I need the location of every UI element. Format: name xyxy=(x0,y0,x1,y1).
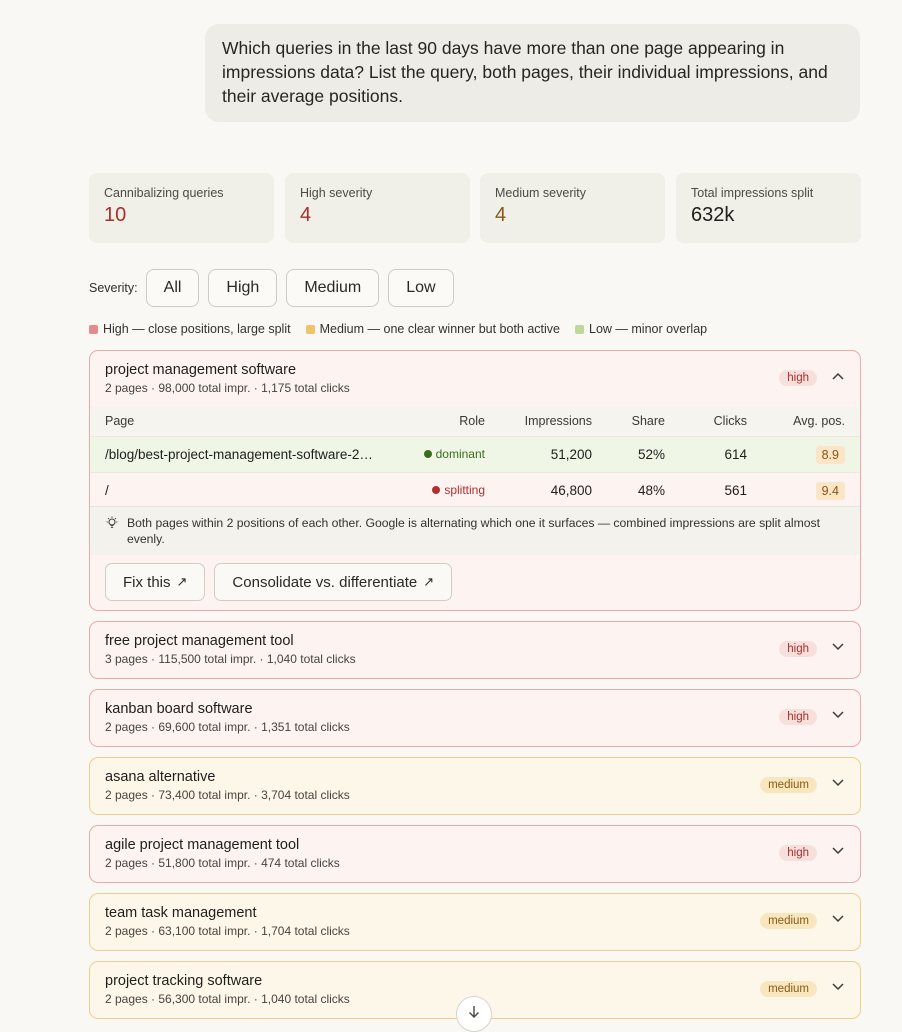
query-title: team task management xyxy=(105,905,257,921)
stat-value: 632k xyxy=(691,204,735,226)
query-card-expanded xyxy=(89,350,861,611)
stat-label: Total impressions split xyxy=(691,186,814,200)
role-text: splitting xyxy=(444,483,485,497)
query-summary: 2 pages · 69,600 total impr. · 1,351 total clicks xyxy=(105,720,350,734)
lightbulb-icon xyxy=(106,516,118,530)
insight-note-text: Both pages within 2 positions of each other. Google is alternating which one it surfaces — combined impressions are split almost evenly. xyxy=(127,516,821,546)
share-value: 48% xyxy=(637,483,665,498)
filter-all-button[interactable]: All xyxy=(146,269,200,307)
stat-high-severity xyxy=(285,173,470,243)
severity-filter-label: Severity: xyxy=(89,281,138,295)
legend-item-medium xyxy=(306,322,560,336)
fix-this-button[interactable] xyxy=(105,563,205,601)
stat-value: 4 xyxy=(495,204,507,226)
legend-item-low xyxy=(575,322,707,336)
query-card[interactable] xyxy=(89,893,861,951)
severity-filter xyxy=(89,269,463,307)
query-summary: 2 pages · 98,000 total impr. · 1,175 total clicks xyxy=(105,381,350,395)
share-value: 52% xyxy=(637,447,665,462)
stat-value: 4 xyxy=(300,204,312,226)
chevron-down-icon[interactable] xyxy=(831,707,845,723)
consolidate-vs-differentiate-button[interactable] xyxy=(214,563,452,601)
query-title: project management software xyxy=(105,362,297,378)
avg-position-pill: 9.4 xyxy=(816,482,845,500)
role-label xyxy=(424,437,485,472)
query-card[interactable] xyxy=(89,689,861,747)
legend-swatch xyxy=(306,325,315,334)
legend-swatch xyxy=(575,325,584,334)
query-card-header[interactable] xyxy=(90,351,860,407)
filter-medium-button[interactable]: Medium xyxy=(286,269,379,307)
legend-swatch xyxy=(89,325,98,334)
severity-badge: high xyxy=(779,845,817,861)
query-card-header[interactable] xyxy=(90,758,860,814)
filter-high-button[interactable]: High xyxy=(208,269,277,307)
column-header-page: Page xyxy=(105,414,135,428)
avg-position-value xyxy=(816,437,845,472)
severity-badge: high xyxy=(779,370,817,386)
chevron-down-icon[interactable] xyxy=(831,843,845,859)
query-card-header[interactable] xyxy=(90,826,860,882)
stat-total-impressions-split xyxy=(676,173,861,243)
stats-row xyxy=(89,173,861,243)
clicks-value: 614 xyxy=(724,447,747,462)
stat-label: Cannibalizing queries xyxy=(104,186,224,200)
arrow-down-icon xyxy=(468,1005,480,1024)
avg-position-value xyxy=(816,473,845,508)
scroll-down-button[interactable] xyxy=(456,996,492,1032)
severity-badge: high xyxy=(779,641,817,657)
query-summary: 2 pages · 51,800 total impr. · 474 total clicks xyxy=(105,856,340,870)
severity-legend xyxy=(89,322,722,336)
severity-badge: medium xyxy=(760,777,817,793)
role-text: dominant xyxy=(435,447,485,461)
table-header xyxy=(90,407,860,436)
legend-item-high xyxy=(89,322,291,336)
chevron-down-icon[interactable] xyxy=(831,979,845,995)
query-summary: 3 pages · 115,500 total impr. · 1,040 total clicks xyxy=(105,652,356,666)
stat-value: 10 xyxy=(104,204,127,226)
severity-badge: medium xyxy=(760,981,817,997)
avg-position-pill: 8.9 xyxy=(816,446,845,464)
query-summary: 2 pages · 63,100 total impr. · 1,704 total clicks xyxy=(105,924,350,938)
card-actions xyxy=(105,563,461,601)
role-label xyxy=(432,473,485,508)
query-card-header[interactable] xyxy=(90,690,860,746)
filter-low-button[interactable]: Low xyxy=(388,269,453,307)
query-title: agile project management tool xyxy=(105,837,300,853)
chevron-down-icon[interactable] xyxy=(831,775,845,791)
query-summary: 2 pages · 73,400 total impr. · 3,704 total clicks xyxy=(105,788,350,802)
column-header-share: Share xyxy=(631,414,665,428)
stat-label: Medium severity xyxy=(495,186,586,200)
query-title: asana alternative xyxy=(105,769,216,785)
impressions-value: 46,800 xyxy=(550,483,592,498)
table-row[interactable] xyxy=(90,472,860,508)
legend-label: Medium — one clear winner but both active xyxy=(319,322,560,336)
stat-medium-severity xyxy=(480,173,665,243)
role-dot xyxy=(432,486,440,494)
clicks-value: 561 xyxy=(724,483,747,498)
role-dot xyxy=(424,450,432,458)
stat-label: High severity xyxy=(300,186,373,200)
pages-table xyxy=(90,407,860,508)
legend-label: Low — minor overlap xyxy=(589,322,708,336)
query-summary: 2 pages · 56,300 total impr. · 1,040 total clicks xyxy=(105,992,350,1006)
query-card[interactable] xyxy=(89,825,861,883)
stat-cannibalizing-queries xyxy=(89,173,274,243)
consolidate-label: Consolidate vs. differentiate xyxy=(232,573,418,591)
page-url[interactable]: /blog/best-project-management-software-2… xyxy=(105,447,373,462)
column-header-impressions: Impressions xyxy=(524,414,592,428)
page-url[interactable]: / xyxy=(105,483,109,498)
query-card-header[interactable] xyxy=(90,622,860,678)
severity-badge: medium xyxy=(760,913,817,929)
query-card-header[interactable] xyxy=(90,894,860,950)
chevron-up-icon[interactable] xyxy=(831,368,845,384)
arrow-up-right-icon: ↗ xyxy=(176,574,188,589)
insight-note xyxy=(90,506,860,555)
column-header-avg-position: Avg. pos. xyxy=(793,414,845,428)
query-title: project tracking software xyxy=(105,973,263,989)
table-row[interactable] xyxy=(90,436,860,472)
impressions-value: 51,200 xyxy=(550,447,592,462)
query-card[interactable] xyxy=(89,621,861,679)
query-card[interactable] xyxy=(89,757,861,815)
query-title: kanban board software xyxy=(105,701,253,717)
column-header-role: Role xyxy=(459,414,485,428)
chevron-down-icon[interactable] xyxy=(831,911,845,927)
chevron-down-icon[interactable] xyxy=(831,639,845,655)
query-title: free project management tool xyxy=(105,633,294,649)
user-message: Which queries in the last 90 days have more than one page appearing in impressions data? List the query, both pages, their individual impressions, and their average positions. xyxy=(205,24,860,122)
arrow-up-right-icon: ↗ xyxy=(423,574,435,589)
severity-badge: high xyxy=(779,709,817,725)
fix-this-label: Fix this xyxy=(123,573,171,591)
legend-label: High — close positions, large split xyxy=(103,322,291,336)
column-header-clicks: Clicks xyxy=(713,414,747,428)
